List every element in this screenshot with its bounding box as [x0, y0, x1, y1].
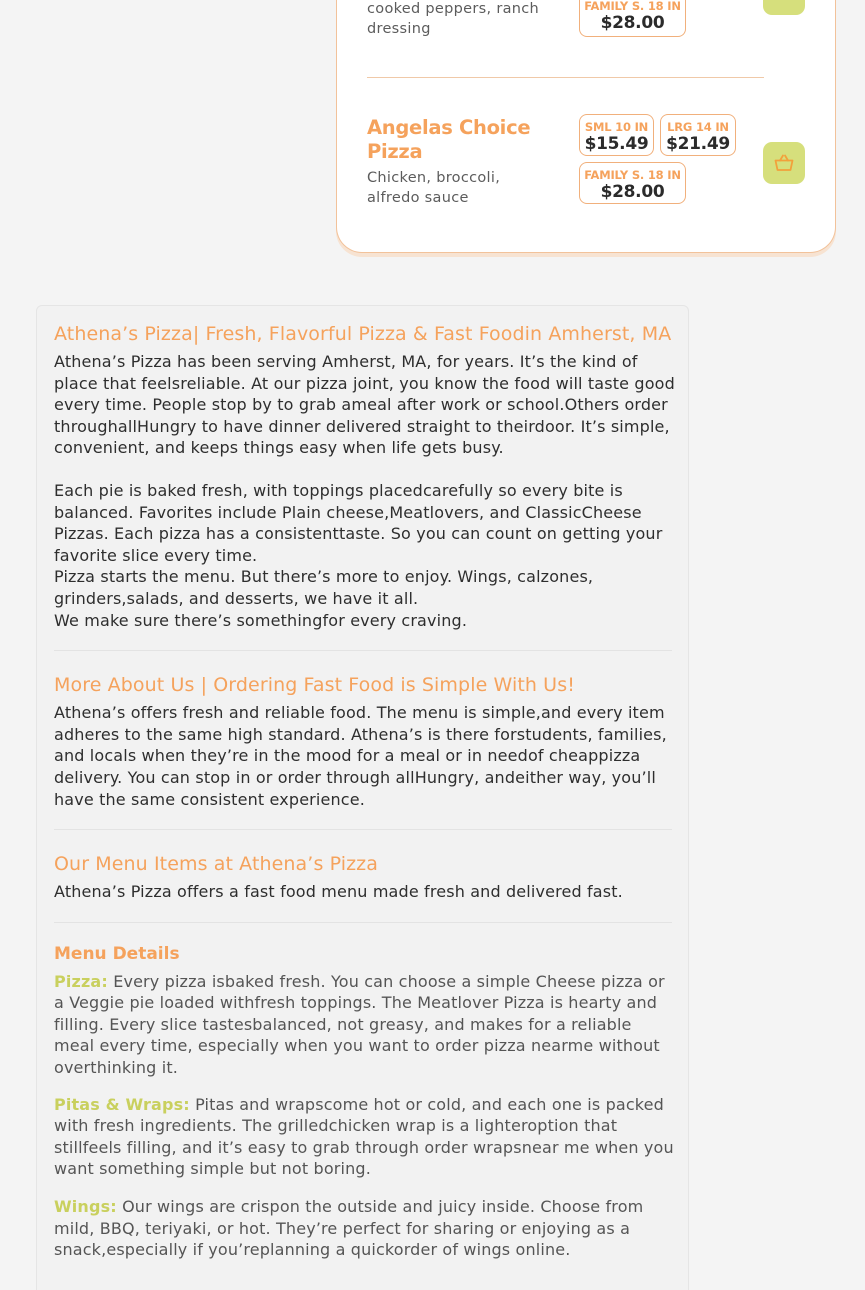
menu-detail-item: [54, 971, 676, 1079]
shopping-basket-icon: [774, 154, 794, 172]
about-section: [36, 305, 689, 1290]
add-to-cart-button[interactable]: [763, 142, 805, 184]
menu-item-title[interactable]: Angelas Choice Pizza: [367, 116, 531, 163]
menu-detail-item: [54, 1094, 676, 1180]
about-paragraph: Pizza starts the menu. But there’s more to enjoy. Wings, calzones, grinders,salads, and desserts, we have it all.: [54, 567, 594, 608]
price-amount: $28.00: [600, 13, 665, 33]
menu-items-title: Our Menu Items at Athena’s Pizza: [54, 853, 378, 876]
section-divider: [54, 650, 672, 651]
menu-detail-text: Pitas and wrapscome hot or cold, and each one is packed with fresh ingredients. The grilledchicken wrap is a lighteroption that stillfeels filling, and it’s easy to grab through order wrapsnear me when you want something simple but not boring.: [54, 1094, 674, 1179]
about-paragraph: Athena’s Pizza has been serving Amherst, MA, for years. It’s the kind of place that feelsreliable. At our pizza joint, you know the food will taste good every time. People stop by to grab ameal after work or school.Others order throughallHungry to have dinner delivered straight to theirdoor. It’s simple, convenient, and keeps things easy when life gets busy.: [54, 352, 675, 458]
about-title: Athena’s Pizza| Fresh, Flavorful Pizza & Fast Foodin Amherst, MA: [54, 323, 672, 345]
menu-detail-text: Our wings are crispon the outside and juicy inside. Choose from mild, BBQ, teriyaki, or hot. They’re perfect for sharing or enjoying as a snack,especially if you’replanning a quickorder of wings online.: [54, 1197, 644, 1260]
price-size-label: LRG 14 IN: [667, 120, 729, 134]
more-about-paragraph: Athena’s offers fresh and reliable food. The menu is simple,and every item adheres to the same high standard. Athena’s is there forstudents, families, and locals when they’re in the mood for a meal or in needof cheappizza delivery. You can stop in or order through allHungry, andeither way, you’ll have the same consistent experience.: [54, 703, 667, 809]
add-to-cart-button[interactable]: [763, 0, 805, 15]
menu-item-description: Chicken, broccoli, alfredo sauce: [367, 170, 501, 206]
about-paragraph: We make sure there’s somethingfor every craving.: [54, 610, 468, 630]
price-amount: $28.00: [600, 182, 665, 202]
price-option[interactable]: [579, 114, 654, 156]
price-size-label: SML 10 IN: [584, 120, 649, 134]
menu-details-title: Menu Details: [54, 943, 180, 964]
price-amount: $15.49: [584, 134, 649, 154]
about-paragraph: Each pie is baked fresh, with toppings placedcarefully so every bite is balanced. Favorites include Plain cheese,Meatlovers, and ClassicCheese Pizzas. Each pizza has a consistenttaste. So you can count on getting your favorite slice every time.: [54, 480, 663, 565]
menu-items-paragraph: Athena’s Pizza offers a fast food menu made fresh and delivered fast.: [54, 882, 623, 902]
price-size-label: FAMILY S. 18 IN: [584, 168, 681, 182]
menu-item-divider: [367, 77, 764, 78]
price-option[interactable]: [579, 0, 686, 37]
menu-detail-label: Wings:: [54, 1197, 117, 1217]
price-option[interactable]: [660, 114, 736, 156]
menu-detail-text: Every pizza isbaked fresh. You can choose a simple Cheese pizza or a Veggie pie loaded withfresh toppings. The Meatlover Pizza is hearty and filling. Every slice tastesbalanced, not greasy, and makes for a reliable meal every time, especially when you want to order pizza nearme without overthinking it.: [54, 971, 665, 1078]
section-divider: [54, 829, 672, 830]
more-about-title: More About Us | Ordering Fast Food is Simple With Us!: [54, 674, 575, 697]
section-divider: [54, 922, 672, 923]
menu-detail-label: Pitas & Wraps:: [54, 1094, 190, 1114]
menu-item-description: cooked peppers, ranch dressing: [367, 1, 540, 37]
menu-detail-item: [54, 1196, 676, 1261]
price-option[interactable]: [579, 162, 686, 204]
price-amount: $21.49: [666, 134, 730, 154]
menu-detail-label: Pizza:: [54, 971, 108, 991]
menu-card: [336, 0, 836, 253]
price-size-label: FAMILY S. 18 IN: [584, 0, 681, 13]
